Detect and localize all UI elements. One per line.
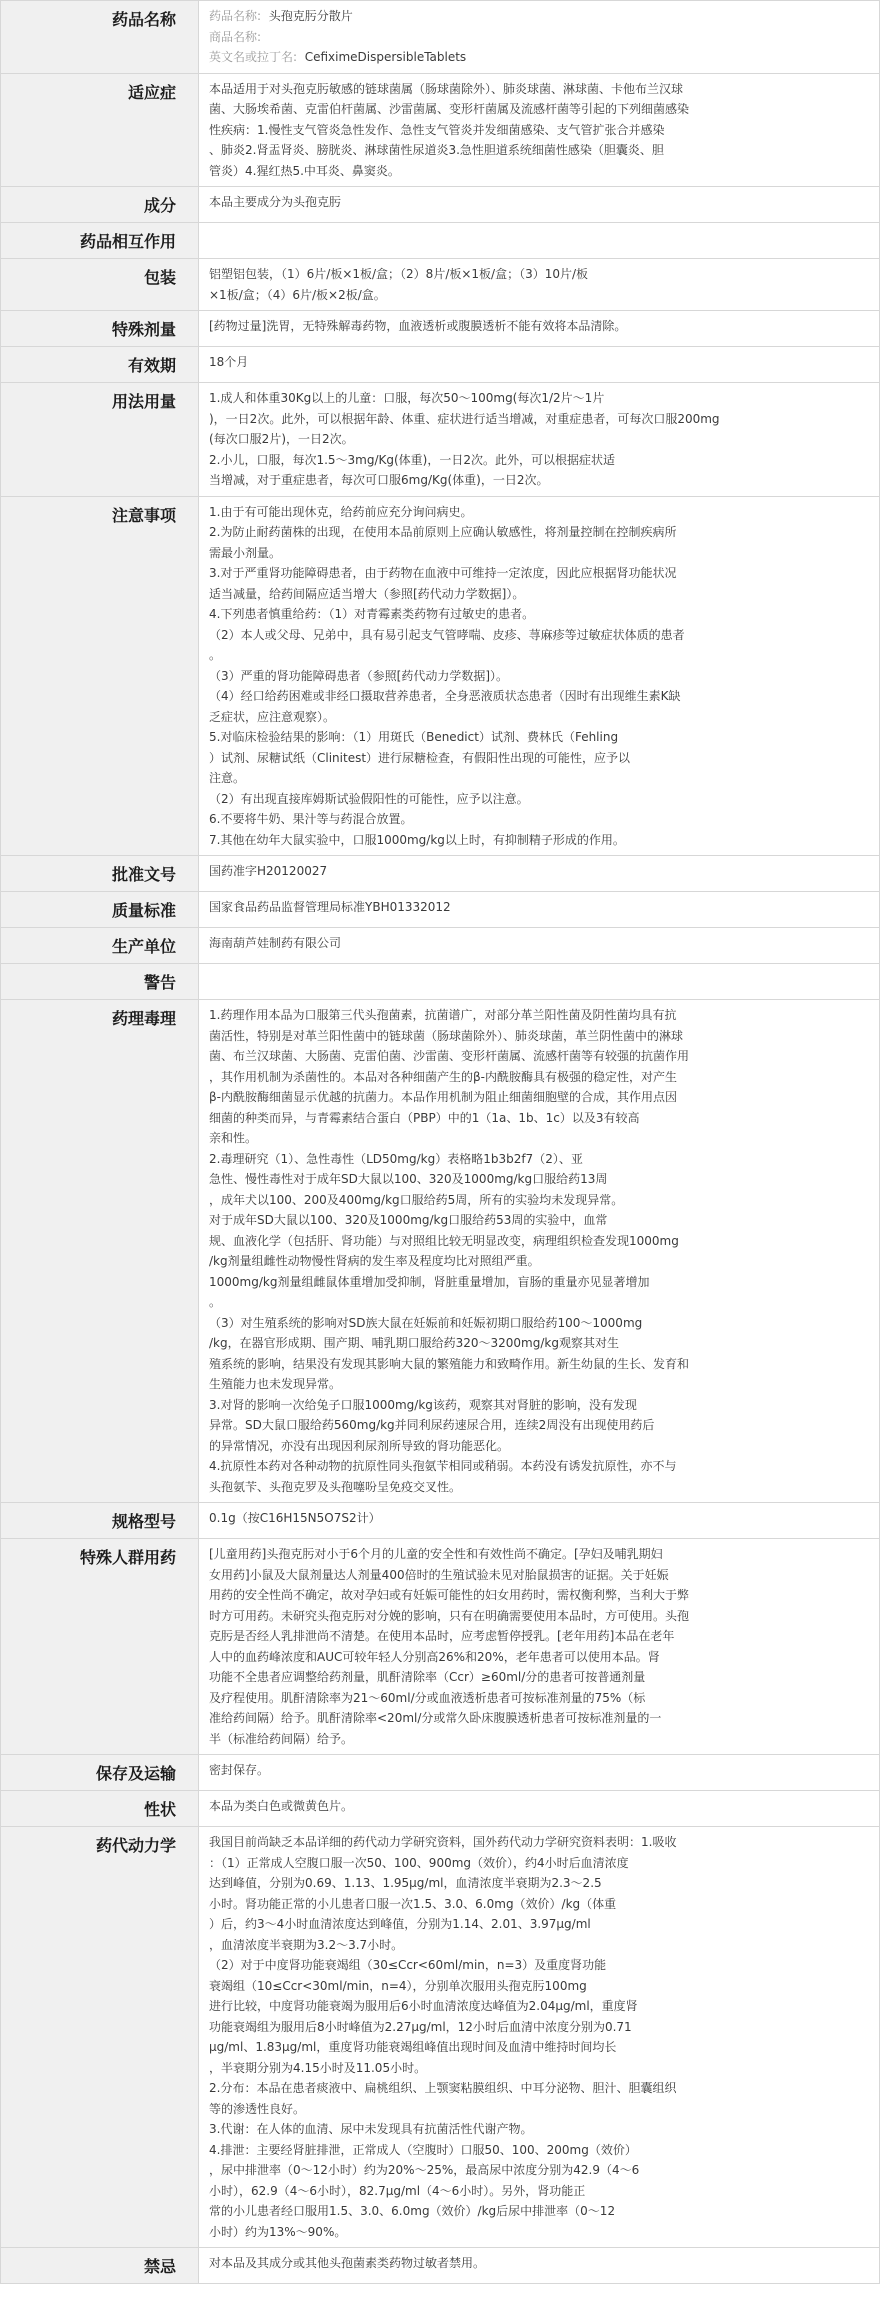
text-line: 克肟是否经人乳排泄尚不清楚。在使用本品时，应考虑暂停授乳。[老年用药]本品在老年 — [209, 1629, 675, 1643]
text-line: 3.对肾的影响一次给兔子口服1000mg/kg该药，观察其对肾脏的影响，没有发现 — [209, 1397, 637, 1412]
text-line: 4.下列患者慎重给药：（1）对青霉素类药物有过敏史的患者。 — [209, 607, 535, 621]
text-line: 18个月 — [209, 355, 249, 369]
text-line: 管炎）4.猩红热5.中耳炎、鼻窦炎。 — [209, 163, 400, 178]
row-appearance — [1, 1791, 880, 1827]
text-line: 本品主要成分为头孢克肟 — [209, 195, 342, 209]
text-line: 需最小剂量。 — [209, 545, 282, 560]
text-line: 性疾病：1.慢性支气管炎急性发作、急性支气管炎并发细菌感染、支气管扩张合并感染 — [209, 122, 665, 137]
text-line: 本品为类白色或微黄色片。 — [209, 1799, 354, 1813]
row-value — [199, 1827, 880, 2248]
row-value — [199, 311, 880, 347]
row-pharmacokinetics — [1, 1827, 880, 2248]
text-line: 急性、慢性毒性对于成年SD大鼠以100、320及1000mg/kg口服给药13周 — [209, 1172, 608, 1186]
text-line: 人中的血药峰浓度和AUC可较年轻人分别高26%和20%，老年患者可以使用本品。肾 — [209, 1649, 660, 1664]
text-line: 2.分布：本品在患者痰液中、扁桃组织、上颚窦粘膜组织、中耳分泌物、胆汁、胆囊组织 — [209, 2081, 677, 2095]
text-line: 海南葫芦娃制药有限公司 — [209, 936, 342, 950]
row-value — [199, 1503, 880, 1539]
row-value — [199, 1755, 880, 1791]
row-warning — [1, 964, 880, 1000]
text-line: )，一日2次。此外，可以根据年龄、体重、症状进行适当增减，对重症患者，可每次口服200mg — [209, 411, 720, 426]
text-line: 当增减，对于重症患者，每次可口服6mg/Kg(体重)，一日2次。 — [209, 473, 549, 487]
row-label: 质量标准 — [1, 892, 199, 928]
row-value — [199, 1539, 880, 1755]
row-label: 警告 — [1, 964, 199, 1000]
text-line: 我国目前尚缺乏本品详细的药代动力学研究资料，国外药代动力学研究资料表明：1.吸收 — [209, 1835, 677, 1849]
text-line: (每次口服2片)，一日2次。 — [209, 432, 354, 446]
text-line: 本品适用于对头孢克肟敏感的链球菌属（肠球菌除外）、肺炎球菌、淋球菌、卡他布兰汉球 — [209, 81, 684, 96]
row-value — [199, 73, 880, 187]
text-line: 菌活性，特别是对革兰阳性菌中的链球菌（肠球菌除外）、肺炎球菌，革兰阴性菌中的淋球 — [209, 1028, 684, 1043]
text-line: 0.1g（按C16H15N5O7S2计） — [209, 1511, 381, 1525]
text-line: （4）经口给药困难或非经口摄取营养患者，全身恶液质状态患者（因时有出现维生素K缺 — [209, 689, 681, 703]
text-line: （2）本人或父母、兄弟中，具有易引起支气管哮喘、皮疹、荨麻疹等过敏症状体质的患者 — [209, 627, 685, 642]
row-label: 保存及运输 — [1, 1755, 199, 1791]
name-key: 商品名称: — [209, 29, 262, 44]
text-line: 达到峰值，分别为0.69、1.13、1.95μg/ml，血清浓度半衰期为2.3～2.5 — [209, 1876, 602, 1890]
text-line: ，其作用机制为杀菌性的。本品对各种细菌产生的β-内酰胺酶具有极强的稳定性，对产生 — [209, 1069, 677, 1084]
text-line: 小时。肾功能正常的小儿患者口服一次1.5、3.0、6.0mg（效价）/kg（体重 — [209, 1896, 617, 1911]
row-value — [199, 496, 880, 856]
row-label: 药品相互作用 — [1, 223, 199, 259]
row-approval-number — [1, 856, 880, 892]
text-line: ）后，约3～4小时血清浓度达到峰值，分别为1.14、2.01、3.97μg/ml — [209, 1917, 591, 1931]
text-line: 规、血液化学（包括肝、肾功能）与对照组比较无明显改变，病理组织检查发现1000mg — [209, 1233, 679, 1248]
text-line: 、肺炎2.肾盂肾炎、膀胱炎、淋球菌性尿道炎3.急性胆道系统细菌性感染（胆囊炎、胆 — [209, 143, 664, 157]
row-pharmacology-toxicology — [1, 1000, 880, 1503]
text-line: 2.毒理研究（1）、急性毒性（LD50mg/kg）表格略1b3b2f7（2）、亚 — [209, 1151, 583, 1166]
name-line — [209, 6, 871, 27]
row-label: 生产单位 — [1, 928, 199, 964]
text-line: （2）对于中度肾功能衰竭组（30≤Ccr<60ml/min，n=3）及重度肾功能 — [209, 1958, 607, 1972]
name-key: 英文名或拉丁名: — [209, 50, 298, 64]
text-line: 菌、布兰汉球菌、大肠菌、克雷伯菌、沙雷菌、变形杆菌属、流感杆菌等有较强的抗菌作用 — [209, 1049, 690, 1063]
text-line: 6.不要将牛奶、果汁等与药混合放置。 — [209, 812, 413, 826]
text-line: 菌、大肠埃希菌、克雷伯杆菌属、沙雷菌属、变形杆菌属及流感杆菌等引起的下列细菌感染 — [209, 102, 690, 116]
text-line: 等的渗透性良好。 — [209, 2101, 306, 2116]
row-special-populations — [1, 1539, 880, 1755]
name-value: 头孢克肟分散片 — [268, 9, 353, 23]
row-value — [199, 223, 880, 259]
text-line: 的异常情况，亦没有出现因利尿剂所导致的肾功能恶化。 — [209, 1438, 510, 1453]
text-line: ，成年犬以100、200及400mg/kg口服给药5周，所有的实验均未发现异常。 — [209, 1192, 624, 1207]
row-label: 成分 — [1, 187, 199, 223]
text-line: 1000mg/kg剂量组雌鼠体重增加受抑制，肾脏重量增加，盲肠的重量亦见显著增加 — [209, 1274, 650, 1289]
row-indications — [1, 73, 880, 187]
text-line: 进行比较，中度肾功能衰竭为服用后6小时血清浓度达峰值为2.04μg/ml，重度肾 — [209, 1999, 638, 2013]
row-ingredients — [1, 187, 880, 223]
text-line: 用药的安全性尚不确定，故对孕妇或有妊娠可能性的妇女用药时，需权衡利弊，当利大于弊 — [209, 1588, 690, 1602]
text-line: 时方可用药。未研究头孢克肟对分娩的影响，只有在明确需要使用本品时，方可使用。头孢 — [209, 1608, 690, 1623]
row-specification — [1, 1503, 880, 1539]
text-line: 常的小儿患者经口服用1.5、3.0、6.0mg（效价）/kg后尿中排泄率（0～12 — [209, 2204, 616, 2218]
text-line: 4.排泄：主要经肾脏排泄，正常成人（空腹时）口服50、100、200mg（效价） — [209, 2142, 637, 2157]
row-precautions — [1, 496, 880, 856]
row-value — [199, 383, 880, 497]
text-line: 异常。SD大鼠口服给药560mg/kg并同利尿药速尿合用，连续2周没有出现使用药后 — [209, 1418, 655, 1432]
text-line: 4.抗原性本药对各种动物的抗原性同头孢氨苄相同或稍弱。本药没有诱发抗原性，亦不与 — [209, 1459, 677, 1473]
row-label: 特殊剂量 — [1, 311, 199, 347]
text-line: 对于成年SD大鼠以100、320及1000mg/kg口服给药53周的实验中，血常 — [209, 1213, 608, 1227]
text-line: 准给药间隔）给予。肌酐清除率<20ml/分或常久卧床腹膜透析患者可按标准剂量的一 — [209, 1711, 662, 1725]
text-line: ）试剂、尿糖试纸（Clinitest）进行尿糖检查，有假阳性出现的可能性，应予以 — [209, 750, 631, 765]
row-label: 药代动力学 — [1, 1827, 199, 2248]
row-quality-standard — [1, 892, 880, 928]
row-label: 注意事项 — [1, 496, 199, 856]
text-line: 殖系统的影响，结果没有发现其影响大鼠的繁殖能力和致畸作用。新生幼鼠的生长、发育和 — [209, 1356, 690, 1371]
row-value — [199, 928, 880, 964]
text-line: 1.由于有可能出现休克，给药前应充分询问病史。 — [209, 504, 473, 519]
row-label: 规格型号 — [1, 1503, 199, 1539]
row-value — [199, 892, 880, 928]
text-line: 3.代谢：在人体的血清、尿中未发现具有抗菌活性代谢产物。 — [209, 2122, 533, 2136]
text-line: 国家食品药品监督管理局标准YBH01332012 — [209, 900, 451, 914]
text-line: 小时），62.9（4～6小时），82.7μg/ml（4～6小时）。另外，肾功能正 — [209, 2183, 586, 2198]
row-shelf-life — [1, 347, 880, 383]
text-line: β-内酰胺酶细菌显示优越的抗菌力。本品作用机制为阻止细菌细胞壁的合成，其作用点因 — [209, 1090, 677, 1104]
text-line: （3）严重的肾功能障碍患者（参照[药代动力学数据]）。 — [209, 668, 509, 683]
text-line: 1.药理作用本品为口服第三代头孢菌素，抗菌谱广，对部分革兰阳性菌及阴性菌均具有抗 — [209, 1008, 677, 1022]
row-label: 适应症 — [1, 73, 199, 187]
text-line: 头孢氨苄、头孢克罗及头孢噻吩呈免疫交叉性。 — [209, 1479, 462, 1494]
text-line: 国药准字H20120027 — [209, 864, 328, 878]
text-line: 生殖能力也未发现异常。 — [209, 1377, 342, 1391]
text-line: [药物过量]洗胃，无特殊解毒药物，血液透析或腹膜透析不能有效将本品清除。 — [209, 319, 627, 333]
text-line: 半（标准给药间隔）给予。 — [209, 1731, 354, 1746]
text-line: 衰竭组（10≤Ccr<30ml/min，n=4），分别单次服用头孢克肟100mg — [209, 1978, 587, 1993]
row-value — [199, 856, 880, 892]
text-line: 3.对于严重肾功能障碍患者，由于药物在血液中可维持一定浓度，因此应根据肾功能状况 — [209, 566, 677, 580]
name-line — [209, 47, 871, 68]
text-line: （3）对生殖系统的影响对SD族大鼠在妊娠前和妊娠初期口服给药100～1000mg — [209, 1315, 643, 1330]
row-package — [1, 259, 880, 311]
row-manufacturer — [1, 928, 880, 964]
row-value — [199, 187, 880, 223]
text-line: ×1板/盒；（4）6片/板×2板/盒。 — [209, 287, 386, 302]
row-value — [199, 1000, 880, 1503]
row-value — [199, 259, 880, 311]
row-label: 批准文号 — [1, 856, 199, 892]
text-line: ，半衰期分别为4.15小时及11.05小时。 — [209, 2060, 427, 2075]
row-value — [199, 347, 880, 383]
text-line: ，尿中排泄率（0～12小时）约为20%～25%，最高尿中浓度分别为42.9（4～6 — [209, 2163, 640, 2177]
row-value — [199, 2248, 880, 2284]
row-usage-dosage — [1, 383, 880, 497]
text-line: ，血清浓度半衰期为3.2～3.7小时。 — [209, 1937, 404, 1952]
text-line: /kg剂量组雌性动物慢性肾病的发生率及程度均比对照组严重。 — [209, 1254, 540, 1268]
text-line: 。 — [209, 648, 222, 662]
row-value — [199, 1791, 880, 1827]
row-label: 性状 — [1, 1791, 199, 1827]
row-label: 药品名称 — [1, 1, 199, 74]
text-line: 注意。 — [209, 771, 246, 785]
text-line: ：（1）正常成人空腹口服一次50、100、900mg（效价），约4小时后血清浓度 — [209, 1855, 629, 1870]
text-line: 2.为防止耐药菌株的出现，在使用本品前原则上应确认敏感性，将剂量控制在控制疾病所 — [209, 525, 677, 539]
text-line: μg/ml、1.83μg/ml，重度肾功能衰竭组峰值出现时间及血清中维持时间均长 — [209, 2040, 617, 2054]
row-interactions — [1, 223, 880, 259]
text-line: 1.成人和体重30Kg以上的儿童：口服，每次50～100mg(每次1/2片～1片 — [209, 391, 605, 405]
row-label: 用法用量 — [1, 383, 199, 497]
text-line: [儿童用药]头孢克肟对小于6个月的儿童的安全性和有效性尚不确定。[孕妇及哺乳期妇 — [209, 1547, 663, 1561]
text-line: 。 — [209, 1295, 222, 1309]
row-storage — [1, 1755, 880, 1791]
row-label: 有效期 — [1, 347, 199, 383]
name-value: CefiximeDispersibleTablets — [304, 50, 467, 64]
row-label: 包装 — [1, 259, 199, 311]
text-line: 功能不全患者应调整给药剂量，肌酐清除率（Ccr）≥60ml/分的患者可按普通剂量 — [209, 1670, 646, 1684]
text-line: 女用药]小鼠及大鼠剂量达人剂量400倍时的生殖试验未见对胎鼠损害的证据。关于妊娠 — [209, 1567, 669, 1582]
text-line: 功能衰竭组为服用后8小时峰值为2.27μg/ml，12小时后血清中浓度分别为0.71 — [209, 2019, 632, 2034]
row-special-dosage — [1, 311, 880, 347]
text-line: 7.其他在幼年大鼠实验中，口服1000mg/kg以上时，有抑制精子形成的作用。 — [209, 832, 625, 847]
text-line: 2.小儿，口服，每次1.5～3mg/Kg(体重)，一日2次。此外，可以根据症状适 — [209, 452, 616, 467]
text-line: 亲和性。 — [209, 1131, 258, 1145]
name-key: 药品名称: — [209, 9, 262, 23]
text-line: 5.对临床检验结果的影响：（1）用斑氏（Benedict）试剂、费林氏（Fehling — [209, 730, 619, 744]
row-contraindications — [1, 2248, 880, 2284]
text-line: 小时）约为13%～90%。 — [209, 2224, 347, 2239]
text-line: 及疗程使用。肌酐清除率为21～60ml/分或血液透析患者可按标准剂量的75%（标 — [209, 1690, 646, 1705]
row-drug-name — [1, 1, 880, 74]
row-value — [199, 964, 880, 1000]
name-line — [209, 27, 871, 48]
text-line: 细菌的种类而异，与青霉素结合蛋白（PBP）中的1（1a、1b、1c）以及3有较高 — [209, 1110, 640, 1125]
row-label: 药理毒理 — [1, 1000, 199, 1503]
text-line: /kg，在器官形成期、围产期、哺乳期口服给药320～3200mg/kg观察其对生 — [209, 1336, 619, 1350]
text-line: 适当减量，给药间隔应适当增大（参照[药代动力学数据]）。 — [209, 586, 525, 601]
row-label: 禁忌 — [1, 2248, 199, 2284]
text-line: 乏症状，应注意观察）。 — [209, 709, 336, 724]
row-label: 特殊人群用药 — [1, 1539, 199, 1755]
text-line: （2）有出现直接库姆斯试验假阳性的可能性，应予以注意。 — [209, 791, 529, 806]
row-value — [199, 1, 880, 74]
text-line: 铝塑铝包装，（1）6片/板×1板/盒；（2）8片/板×1板/盒；（3）10片/板 — [209, 267, 589, 281]
text-line: 对本品及其成分或其他头孢菌素类药物过敏者禁用。 — [209, 2256, 486, 2270]
text-line: 密封保存。 — [209, 1763, 270, 1777]
